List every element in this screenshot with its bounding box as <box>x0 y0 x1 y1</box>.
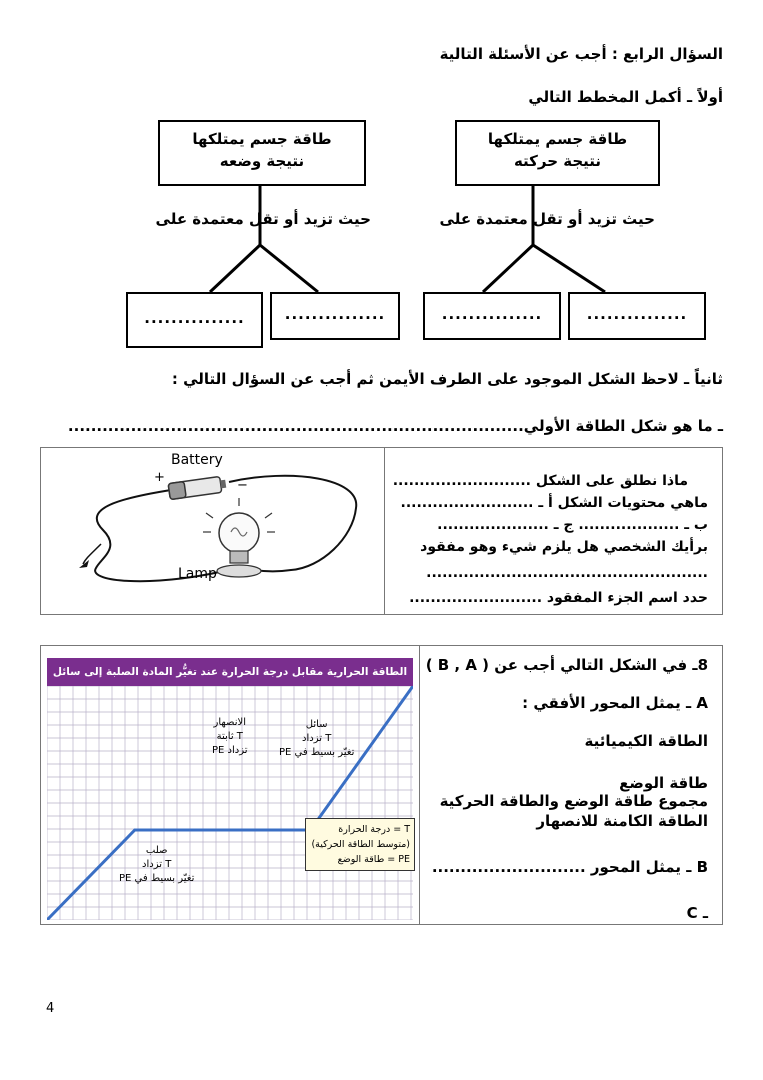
liquid-pe: تغيّر بسيط في PE <box>279 747 355 758</box>
q8-option-chemical: الطاقة الكيميائية <box>584 732 708 750</box>
q8-option-sum: مجموع طاقة الوضع والطاقة الحركية <box>439 792 708 810</box>
minus-sign: − <box>237 478 248 493</box>
blank-box-1[interactable] <box>568 292 706 340</box>
part1-title: أولاً ـ أكمل المخطط التالي <box>528 88 723 106</box>
box-kinetic-energy <box>455 120 660 186</box>
blank-box-2[interactable] <box>423 292 561 340</box>
circuit-q3: ب ـ ................... ج ـ ..................... <box>437 517 708 533</box>
chart-legend <box>305 818 415 871</box>
circuit-q5: ..................................................... <box>426 565 708 581</box>
solid-temp: T تزداد <box>142 859 172 870</box>
circuit-drawing <box>41 448 386 616</box>
blank-box-3[interactable] <box>270 292 400 340</box>
q8-b-axis: B ـ يمثل المحور ........................... <box>431 858 708 876</box>
q8-option-latent: الطاقة الكامنة للانصهار <box>536 812 708 830</box>
melting-title: الانصهار <box>213 717 246 728</box>
circuit-q1: ماذا نطلق على الشكل .......................... <box>392 473 688 489</box>
battery-label: Battery <box>171 452 223 468</box>
label-liquid <box>279 718 354 760</box>
circuit-q2: ماهي محتويات الشكل أ ـ ......................... <box>400 495 708 511</box>
label-potential-depends: حيث تزيد أو تقل معتمدة على <box>155 210 371 228</box>
battery-icon <box>168 476 226 499</box>
label-melting <box>212 716 248 758</box>
melting-temp: T ثابتة <box>216 731 243 742</box>
series-point <box>133 829 136 832</box>
label-solid <box>119 844 194 886</box>
label-kinetic-depends: حيث تزيد أو تقل معتمدة على <box>439 210 655 228</box>
legend-t: T = درجة الحرارة <box>338 824 410 835</box>
circuit-q6: حدد اسم الجزء المفقود ......................... <box>409 590 708 606</box>
energy-temperature-chart <box>47 658 413 920</box>
circuit-q4: برأيك الشخصي هل يلزم شيء وهو مفقود <box>420 539 708 555</box>
legend-kinetic: (متوسط الطاقة الحركية) <box>311 839 410 850</box>
question-title: السؤال الرابع : أجب عن الأسئلة التالية <box>439 45 723 63</box>
q8-a-axis: A ـ يمثل المحور الأفقي : <box>522 694 708 712</box>
solid-pe: تغيّر بسيط في PE <box>119 873 195 884</box>
chart-cell <box>40 645 420 925</box>
liquid-temp: T تزداد <box>302 733 332 744</box>
solid-title: صلب <box>145 845 168 856</box>
part2-title: ثانياً ـ لاحظ الشكل الموجود على الطرف الأيمن ثم أجب عن السؤال التالي : <box>171 370 723 388</box>
liquid-title: سائل <box>305 719 328 730</box>
melting-pe: تزداد PE <box>212 745 248 756</box>
q8-questions-cell <box>419 645 723 925</box>
blank-4-dots: ............... <box>144 309 245 327</box>
box-kinetic-text: طاقة جسم يمتلكها نتيجة حركته <box>487 130 628 170</box>
blank-3-dots: ............... <box>284 305 386 323</box>
circuit-image-cell <box>40 447 385 615</box>
q8-c: ـ C <box>686 904 708 922</box>
blank-box-4[interactable] <box>126 292 263 348</box>
box-potential-text: طاقة جسم يمتلكها نتيجة وضعه <box>192 130 332 170</box>
lamp-label: Lamp <box>178 566 217 582</box>
page-number: 4 <box>46 1001 55 1016</box>
blank-2-dots: ............... <box>441 305 543 323</box>
blank-1-dots: ............... <box>586 305 688 323</box>
legend-pe: PE = طاقة الوضع <box>337 854 410 865</box>
q8-heading: 8ـ في الشكل التالي أجب عن ( B , A ) <box>425 656 708 674</box>
plus-sign: + <box>154 470 165 485</box>
box-potential-energy <box>158 120 366 186</box>
chart-title: الطاقة الحرارية مقابل درجة الحرارة عند تغيُّر المادة الصلبة إلى سائل <box>47 658 413 686</box>
question-initial-energy: ـ ما هو شكل الطاقة الأولي................................................................................ <box>67 417 723 435</box>
q8-option-potential: طاقة الوضع <box>619 774 708 792</box>
circuit-questions-cell <box>384 447 723 615</box>
